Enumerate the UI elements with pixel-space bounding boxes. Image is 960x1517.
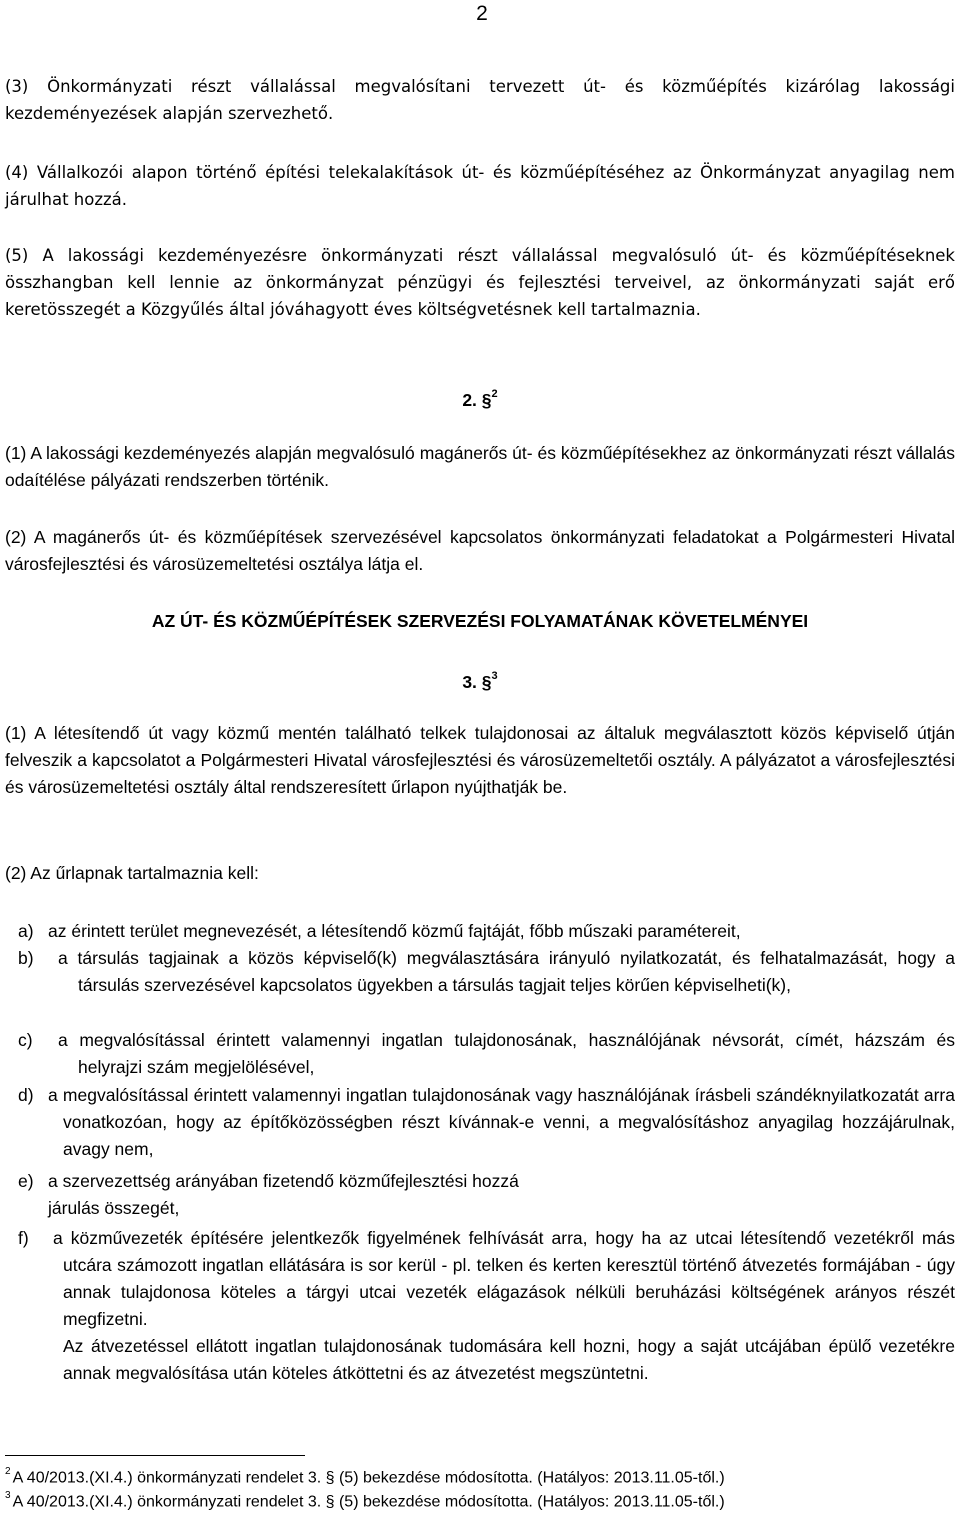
footnote-ref-3[interactable]: 3 [491,670,498,682]
paragraph-3-1: (1) A létesítendő út vagy közmű mentén található telkek tulajdonosai az általuk megválasztott közös képviselő útján felveszik a kapcsolatot a Polgármesteri Hivatal városfejlesztési és városüzemeltetői osztály. A pályázatot a városfejlesztési és városüzemeltetési osztály által rendszeresített űrlapon nyújthatják be. [5,723,955,797]
paragraph-1-5: (5) A lakossági kezdeményezésre önkormányzati részt vállalással megvalósuló út- és közműépítéseknek összhangban kell lennie az önkormányzat pénzügyi és fejlesztési terveivel, az önkormányzati saját erő keretösszegét a Közgyűlés által jóváhagyott éves költségvetésnek kell tartalmaznia. [5,246,955,319]
list-item-text: az érintett terület megnevezését, a létesítendő közmű fajtáját, főbb műszaki paramétereit, [48,921,741,941]
section-3-heading-text: 3. § [462,671,492,692]
footnote-separator [5,1455,305,1456]
list-item-text: a megvalósítással érintett valamennyi ingatlan tulajdonosának, használójának névsorát, címét, házszám és helyrajzi szám megjelölésével, [58,1030,955,1077]
footnote-text: A 40/2013.(XI.4.) önkormányzati rendelet 3. § (5) bekezdése módosította. (Hatályos: 2013.11.05-től.) [12,1469,725,1487]
list-item-f [18,1225,955,1387]
list-item-label: f) [18,1228,29,1248]
list-item-text: a megvalósítással érintett valamennyi ingatlan tulajdonosának vagy használójának írásbeli szándéknyilatkozatát arra vonatkozóan, hogy az építőközösségben részt kívánnak-e venni, a megvalósításhoz anyagilag hozzájárulnak, avagy nem, [48,1085,955,1159]
footnote-3 [5,1487,955,1513]
list-item-text: a szervezettség arányában fizetendő közműfejlesztési hozzá [48,1171,519,1191]
section-3-heading [0,665,960,696]
footnote-ref-2[interactable]: 2 [491,388,498,400]
footnote-2 [5,1463,955,1489]
list-item-b [18,945,955,999]
list-item-text: a közművezeték építésére jelentkezők figyelmének felhívását arra, hogy ha az utcai létesítendő vezetékről más utcára számozott ingatlan ellátására is sor kerül - pl. telken és kerten keresztül történő átvezetés formájában - úgy annak tulajdonosa köteles a tárgyi utcai vezeték elágazások nélküli beruházási költségének arányos részét megfizetni. [53,1228,955,1329]
paragraph-1-4: (4) Vállalkozói alapon történő építési telekalakítások út- és közműépítéséhez az Önkormányzat anyagilag nem járulhat hozzá. [5,163,955,209]
section-2-heading-text: 2. § [462,389,492,410]
chapter-title: AZ ÚT- ÉS KÖZMŰÉPÍTÉSEK SZERVEZÉSI FOLYAMATÁNAK KÖVETELMÉNYEI [151,611,809,631]
footnote-text: A 40/2013.(XI.4.) önkormányzati rendelet 3. § (5) bekezdése módosította. (Hatályos: 2013.11.05-től.) [12,1493,725,1511]
paragraph-2-1: (1) A lakossági kezdeményezés alapján megvalósuló magánerős út- és közműépítésekhez az önkormányzati részt vállalás odaítélése pályázati rendszerben történik. [5,443,955,490]
paragraph-2-2: (2) A magánerős út- és közműépítések szervezésével kapcsolatos önkormányzati feladatokat a Polgármesteri Hivatal városfejlesztési és városüzemeltetési osztálya látja el. [5,527,955,574]
paragraph-3-2: (2) Az űrlapnak tartalmaznia kell: [5,863,259,883]
list-item-label: a) [18,921,34,941]
list-item-label: d) [18,1085,34,1105]
section-2-heading [0,383,960,414]
list-item-label: c) [18,1030,33,1050]
list-item-text: a társulás tagjainak a közös képviselő(k) megválasztására irányuló nyilatkozatát, és felhatalmazását, hogy a társulás szervezésével kapcsolatos ügyekben a társulás tagjait teljes körűen képviselheti(k), [58,948,955,995]
list-item-text-continued: járulás összegét, [48,1198,180,1218]
list-item-d [18,1082,955,1163]
list-item-label: e) [18,1171,34,1191]
list-item-text-continued: Az átvezetéssel ellátott ingatlan tulajdonosának tudomására kell hozni, hogy a saját utcájában épülő vezetékre annak megvalósítása után köteles átköttetni és az átvezetést megszüntetni. [63,1336,955,1383]
footnote-number: 2 [5,1466,11,1477]
list-item-c [18,1027,955,1081]
list-item-a [18,918,955,945]
list-item-e [18,1168,955,1222]
paragraph-1-3: (3) Önkormányzati részt vállalással megvalósítani tervezett út- és közműépítés kizárólag lakossági kezdeményezések alapján szervezhető. [5,77,955,123]
page-number: 2 [476,2,488,25]
footnote-number: 3 [5,1490,11,1501]
list-item-label: b) [18,948,34,968]
